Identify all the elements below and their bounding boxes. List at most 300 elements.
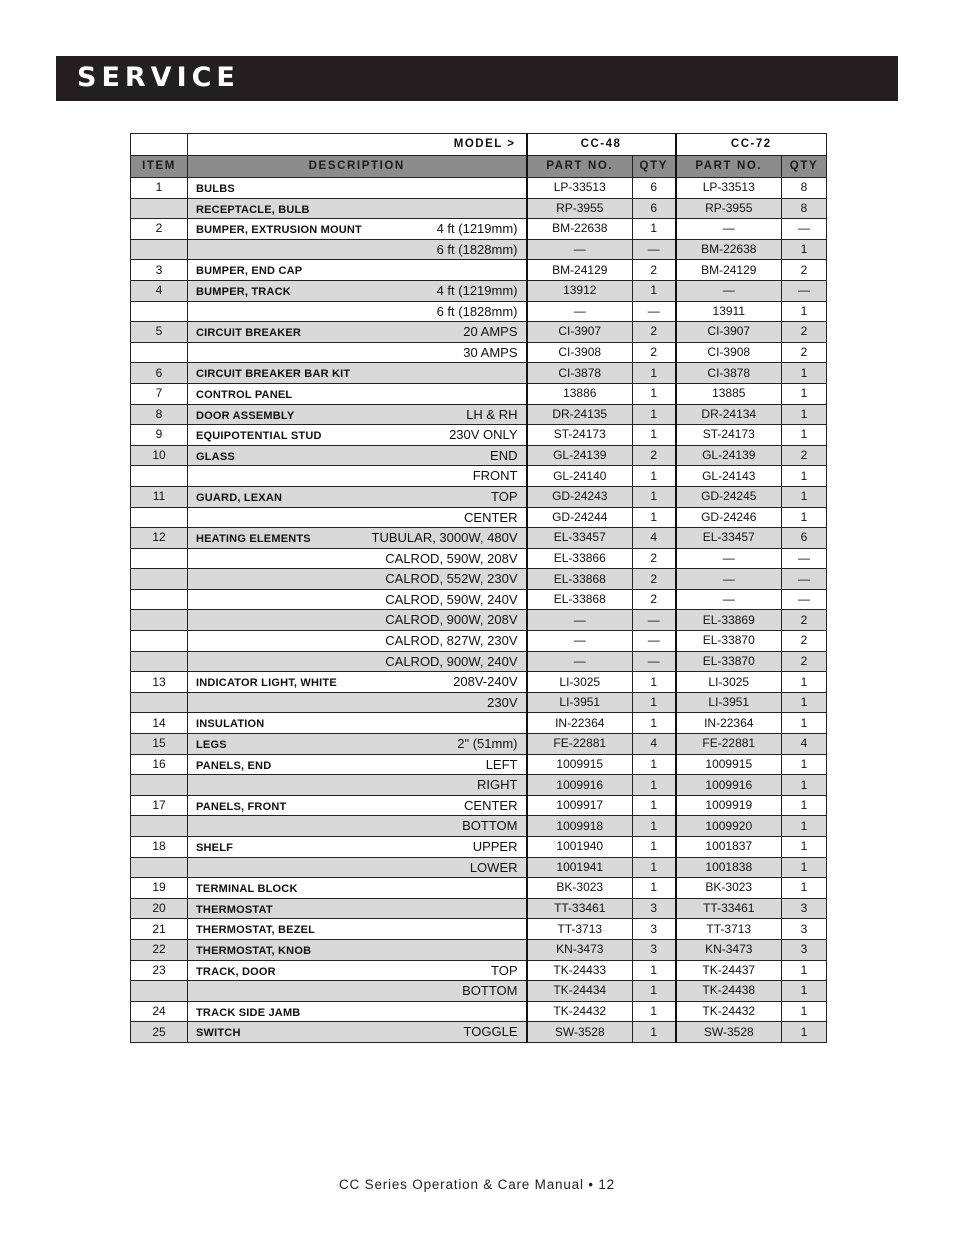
part-number-cc72: 1009915 — [676, 754, 782, 775]
header-qty-cc48: QTY — [633, 156, 676, 178]
part-number-cc48: EL-33457 — [527, 528, 633, 549]
item-number — [131, 569, 188, 590]
part-number-cc72: IN-22364 — [676, 713, 782, 734]
part-spec: CALROD, 900W, 208V — [385, 612, 518, 628]
part-name: LEGS — [196, 739, 227, 752]
qty-cc72: 1 — [782, 672, 827, 693]
item-number: 14 — [131, 713, 188, 734]
qty-cc72: — — [782, 280, 827, 301]
qty-cc48: 4 — [633, 734, 676, 755]
part-number-cc48: LP-33513 — [527, 178, 633, 199]
description-cell — [188, 528, 527, 549]
description-cell — [188, 981, 527, 1002]
qty-cc72: 1 — [782, 486, 827, 507]
table-row — [131, 589, 827, 610]
part-number-cc72: GD-24246 — [676, 507, 782, 528]
header-item: ITEM — [131, 156, 188, 178]
qty-cc48: 1 — [633, 383, 676, 404]
qty-cc48: 2 — [633, 569, 676, 590]
qty-cc72: 2 — [782, 651, 827, 672]
qty-cc48: 1 — [633, 878, 676, 899]
part-number-cc48: TK-24434 — [527, 981, 633, 1002]
description-cell — [188, 631, 527, 652]
table-row — [131, 692, 827, 713]
description-cell — [188, 734, 527, 755]
item-number: 7 — [131, 383, 188, 404]
part-number-cc48: CI-3878 — [527, 363, 633, 384]
table-row — [131, 363, 827, 384]
item-number — [131, 507, 188, 528]
part-number-cc48: LI-3025 — [527, 672, 633, 693]
part-name: CONTROL PANEL — [196, 388, 293, 401]
part-name: THERMOSTAT — [196, 903, 273, 916]
table-row — [131, 383, 827, 404]
part-number-cc48: IN-22364 — [527, 713, 633, 734]
part-spec: RIGHT — [477, 777, 518, 793]
part-name: BUMPER, END CAP — [196, 265, 303, 278]
qty-cc72: 8 — [782, 198, 827, 219]
table-row — [131, 713, 827, 734]
part-number-cc72: 1009920 — [676, 816, 782, 837]
part-name: THERMOSTAT, BEZEL — [196, 924, 316, 937]
part-number-cc48: TT-33461 — [527, 898, 633, 919]
qty-cc48: 1 — [633, 754, 676, 775]
description-cell — [188, 219, 527, 240]
part-number-cc48: SW-3528 — [527, 1022, 633, 1043]
description-cell — [188, 569, 527, 590]
item-number: 17 — [131, 795, 188, 816]
item-number: 11 — [131, 486, 188, 507]
table-row — [131, 631, 827, 652]
part-number-cc48: RP-3955 — [527, 198, 633, 219]
qty-cc48: 1 — [633, 981, 676, 1002]
table-row — [131, 672, 827, 693]
part-spec: FRONT — [472, 468, 518, 484]
item-number: 2 — [131, 219, 188, 240]
table-row — [131, 425, 827, 446]
description-cell — [188, 342, 527, 363]
part-number-cc72: EL-33870 — [676, 651, 782, 672]
part-number-cc72: — — [676, 219, 782, 240]
item-number: 5 — [131, 322, 188, 343]
item-number: 22 — [131, 939, 188, 960]
part-name: PANELS, END — [196, 759, 272, 772]
part-spec: CALROD, 590W, 208V — [385, 550, 518, 566]
qty-cc72: — — [782, 219, 827, 240]
part-spec: 230V ONLY — [449, 427, 518, 443]
item-number: 16 — [131, 754, 188, 775]
table-row — [131, 342, 827, 363]
part-name: BUMPER, TRACK — [196, 285, 291, 298]
part-spec: 230V — [487, 694, 518, 710]
qty-cc72: 3 — [782, 898, 827, 919]
qty-cc72: 1 — [782, 507, 827, 528]
description-cell — [188, 280, 527, 301]
part-number-cc72: ST-24173 — [676, 425, 782, 446]
part-number-cc72: LI-3025 — [676, 672, 782, 693]
qty-cc48: 6 — [633, 198, 676, 219]
table-row — [131, 404, 827, 425]
part-number-cc48: — — [527, 301, 633, 322]
qty-cc48: — — [633, 610, 676, 631]
table-row — [131, 981, 827, 1002]
qty-cc72: 1 — [782, 425, 827, 446]
qty-cc72: 8 — [782, 178, 827, 199]
part-number-cc72: 1001837 — [676, 837, 782, 858]
description-cell — [188, 795, 527, 816]
part-number-cc72: SW-3528 — [676, 1022, 782, 1043]
qty-cc48: 1 — [633, 775, 676, 796]
part-number-cc72: TK-24432 — [676, 1001, 782, 1022]
item-number — [131, 548, 188, 569]
part-number-cc72: EL-33869 — [676, 610, 782, 631]
part-number-cc48: — — [527, 631, 633, 652]
description-cell — [188, 692, 527, 713]
part-number-cc48: GL-24140 — [527, 466, 633, 487]
part-name: PANELS, FRONT — [196, 800, 287, 813]
table-row — [131, 754, 827, 775]
part-number-cc48: GL-24139 — [527, 445, 633, 466]
description-cell — [188, 198, 527, 219]
part-number-cc48: FE-22881 — [527, 734, 633, 755]
part-number-cc48: 1009918 — [527, 816, 633, 837]
part-number-cc72: KN-3473 — [676, 939, 782, 960]
item-number — [131, 631, 188, 652]
qty-cc48: 1 — [633, 960, 676, 981]
part-name: SWITCH — [196, 1027, 241, 1040]
description-cell — [188, 425, 527, 446]
model-spacer — [131, 134, 188, 156]
table-row — [131, 775, 827, 796]
part-number-cc48: EL-33868 — [527, 569, 633, 590]
part-number-cc48: TT-3713 — [527, 919, 633, 940]
parts-table-body — [131, 134, 827, 1043]
header-part-cc72: PART NO. — [676, 156, 782, 178]
qty-cc72: 2 — [782, 631, 827, 652]
qty-cc72: 3 — [782, 939, 827, 960]
part-number-cc48: — — [527, 610, 633, 631]
part-number-cc72: TK-24438 — [676, 981, 782, 1002]
part-number-cc72: BM-24129 — [676, 260, 782, 281]
table-row — [131, 919, 827, 940]
part-number-cc72: FE-22881 — [676, 734, 782, 755]
table-row — [131, 651, 827, 672]
qty-cc72: — — [782, 548, 827, 569]
qty-cc72: 2 — [782, 445, 827, 466]
qty-cc48: 2 — [633, 322, 676, 343]
part-spec: LH & RH — [466, 406, 518, 422]
part-number-cc48: 1001940 — [527, 837, 633, 858]
qty-cc48: 1 — [633, 672, 676, 693]
part-number-cc48: 1009916 — [527, 775, 633, 796]
qty-cc48: 1 — [633, 425, 676, 446]
part-number-cc72: GL-24143 — [676, 466, 782, 487]
table-row — [131, 301, 827, 322]
table-row — [131, 734, 827, 755]
part-spec: 20 AMPS — [463, 324, 518, 340]
description-cell — [188, 301, 527, 322]
table-row — [131, 878, 827, 899]
table-row — [131, 898, 827, 919]
item-number — [131, 589, 188, 610]
qty-cc72: 1 — [782, 239, 827, 260]
qty-cc72: 2 — [782, 610, 827, 631]
item-number: 12 — [131, 528, 188, 549]
part-number-cc72: — — [676, 569, 782, 590]
item-number: 6 — [131, 363, 188, 384]
part-name: THERMOSTAT, KNOB — [196, 944, 312, 957]
description-cell — [188, 486, 527, 507]
part-number-cc48: BM-22638 — [527, 219, 633, 240]
part-number-cc72: 1009916 — [676, 775, 782, 796]
part-number-cc48: KN-3473 — [527, 939, 633, 960]
part-number-cc48: ST-24173 — [527, 425, 633, 446]
table-row — [131, 548, 827, 569]
table-row — [131, 528, 827, 549]
qty-cc72: 1 — [782, 754, 827, 775]
part-number-cc72: — — [676, 280, 782, 301]
qty-cc72: 2 — [782, 342, 827, 363]
table-row — [131, 445, 827, 466]
part-spec: CENTER — [464, 797, 518, 813]
qty-cc72: 1 — [782, 816, 827, 837]
qty-cc72: 1 — [782, 795, 827, 816]
qty-cc72: 1 — [782, 404, 827, 425]
qty-cc72: 1 — [782, 363, 827, 384]
item-number: 20 — [131, 898, 188, 919]
item-number — [131, 775, 188, 796]
item-number: 8 — [131, 404, 188, 425]
description-cell — [188, 383, 527, 404]
qty-cc72: 3 — [782, 919, 827, 940]
part-number-cc72: 1001838 — [676, 857, 782, 878]
part-number-cc72: EL-33457 — [676, 528, 782, 549]
header-row — [131, 156, 827, 178]
description-cell — [188, 672, 527, 693]
qty-cc72: 1 — [782, 713, 827, 734]
qty-cc48: 2 — [633, 548, 676, 569]
qty-cc48: 1 — [633, 816, 676, 837]
qty-cc48: 4 — [633, 528, 676, 549]
part-number-cc72: EL-33870 — [676, 631, 782, 652]
qty-cc72: — — [782, 589, 827, 610]
item-number: 10 — [131, 445, 188, 466]
part-spec: TUBULAR, 3000W, 480V — [371, 530, 518, 546]
part-name: RECEPTACLE, BULB — [196, 203, 310, 216]
part-spec: BOTTOM — [462, 983, 518, 999]
qty-cc48: 2 — [633, 342, 676, 363]
part-number-cc48: TK-24432 — [527, 1001, 633, 1022]
part-number-cc72: DR-24134 — [676, 404, 782, 425]
part-spec: 208V-240V — [453, 674, 518, 690]
qty-cc48: 1 — [633, 404, 676, 425]
item-number — [131, 610, 188, 631]
table-row — [131, 219, 827, 240]
part-spec: 4 ft (1219mm) — [436, 282, 518, 298]
table-row — [131, 837, 827, 858]
qty-cc48: 6 — [633, 178, 676, 199]
part-number-cc48: — — [527, 651, 633, 672]
description-cell — [188, 178, 527, 199]
description-cell — [188, 507, 527, 528]
qty-cc48: — — [633, 631, 676, 652]
part-name: BUMPER, EXTRUSION MOUNT — [196, 224, 362, 237]
part-spec: CALROD, 900W, 240V — [385, 653, 518, 669]
qty-cc72: 1 — [782, 981, 827, 1002]
table-row — [131, 322, 827, 343]
part-number-cc72: RP-3955 — [676, 198, 782, 219]
part-spec: CENTER — [464, 509, 518, 525]
qty-cc72: 1 — [782, 960, 827, 981]
part-name: EQUIPOTENTIAL STUD — [196, 430, 322, 443]
table-row — [131, 239, 827, 260]
part-number-cc72: TT-3713 — [676, 919, 782, 940]
part-spec: 4 ft (1219mm) — [436, 221, 518, 237]
description-cell — [188, 589, 527, 610]
part-spec: TOP — [491, 962, 518, 978]
part-number-cc48: EL-33868 — [527, 589, 633, 610]
qty-cc72: 1 — [782, 878, 827, 899]
part-number-cc72: 13911 — [676, 301, 782, 322]
part-number-cc48: 13886 — [527, 383, 633, 404]
qty-cc72: 1 — [782, 692, 827, 713]
table-row — [131, 1001, 827, 1022]
qty-cc48: 3 — [633, 919, 676, 940]
table-row — [131, 795, 827, 816]
qty-cc48: 2 — [633, 260, 676, 281]
model-row — [131, 134, 827, 156]
part-number-cc48: 1001941 — [527, 857, 633, 878]
qty-cc72: 1 — [782, 837, 827, 858]
description-cell — [188, 754, 527, 775]
description-cell — [188, 548, 527, 569]
qty-cc72: 1 — [782, 383, 827, 404]
qty-cc48: 2 — [633, 589, 676, 610]
part-spec: LEFT — [485, 756, 518, 772]
table-row — [131, 610, 827, 631]
qty-cc72: 1 — [782, 775, 827, 796]
part-number-cc48: GD-24243 — [527, 486, 633, 507]
qty-cc72: 2 — [782, 322, 827, 343]
table-row — [131, 466, 827, 487]
qty-cc72: 2 — [782, 260, 827, 281]
part-number-cc72: TT-33461 — [676, 898, 782, 919]
model-cc48: CC-48 — [527, 134, 676, 156]
item-number — [131, 981, 188, 1002]
part-name: TRACK, DOOR — [196, 965, 276, 978]
part-name: INSULATION — [196, 718, 265, 731]
part-number-cc72: 1009919 — [676, 795, 782, 816]
qty-cc48: 1 — [633, 857, 676, 878]
qty-cc48: 1 — [633, 280, 676, 301]
table-row — [131, 486, 827, 507]
qty-cc48: — — [633, 301, 676, 322]
part-name: CIRCUIT BREAKER — [196, 327, 302, 340]
qty-cc72: 1 — [782, 1022, 827, 1043]
description-cell — [188, 857, 527, 878]
qty-cc48: 1 — [633, 363, 676, 384]
qty-cc72: 1 — [782, 1001, 827, 1022]
part-number-cc48: EL-33866 — [527, 548, 633, 569]
header-qty-cc72: QTY — [782, 156, 827, 178]
item-number: 19 — [131, 878, 188, 899]
description-cell — [188, 445, 527, 466]
table-row — [131, 198, 827, 219]
table-row — [131, 260, 827, 281]
part-name: BULBS — [196, 183, 235, 195]
part-number-cc48: 1009915 — [527, 754, 633, 775]
part-number-cc72: TK-24437 — [676, 960, 782, 981]
item-number — [131, 198, 188, 219]
qty-cc72: 1 — [782, 857, 827, 878]
description-cell — [188, 919, 527, 940]
item-number: 18 — [131, 837, 188, 858]
description-cell — [188, 816, 527, 837]
part-spec: LOWER — [469, 859, 518, 875]
part-number-cc48: CI-3907 — [527, 322, 633, 343]
part-number-cc72: 13885 — [676, 383, 782, 404]
part-spec: 6 ft (1828mm) — [436, 303, 518, 319]
item-number — [131, 816, 188, 837]
qty-cc48: — — [633, 239, 676, 260]
item-number: 4 — [131, 280, 188, 301]
description-cell — [188, 898, 527, 919]
item-number: 21 — [131, 919, 188, 940]
part-number-cc72: CI-3908 — [676, 342, 782, 363]
part-spec: BOTTOM — [462, 818, 518, 834]
item-number: 15 — [131, 734, 188, 755]
description-cell — [188, 939, 527, 960]
qty-cc48: — — [633, 651, 676, 672]
part-number-cc72: CI-3907 — [676, 322, 782, 343]
qty-cc48: 1 — [633, 466, 676, 487]
description-cell — [188, 651, 527, 672]
qty-cc48: 1 — [633, 507, 676, 528]
table-row — [131, 960, 827, 981]
description-cell — [188, 1022, 527, 1043]
table-row — [131, 1022, 827, 1043]
qty-cc48: 1 — [633, 837, 676, 858]
table-row — [131, 939, 827, 960]
part-spec: TOP — [491, 488, 518, 504]
part-number-cc72: CI-3878 — [676, 363, 782, 384]
description-cell — [188, 837, 527, 858]
table-row — [131, 178, 827, 199]
part-number-cc48: — — [527, 239, 633, 260]
part-spec: 6 ft (1828mm) — [436, 241, 518, 257]
table-row — [131, 857, 827, 878]
part-name: HEATING ELEMENTS — [196, 533, 311, 546]
description-cell — [188, 1001, 527, 1022]
part-spec: CALROD, 590W, 240V — [385, 591, 518, 607]
part-number-cc72: BM-22638 — [676, 239, 782, 260]
item-number — [131, 239, 188, 260]
qty-cc48: 1 — [633, 713, 676, 734]
description-cell — [188, 960, 527, 981]
part-name: SHELF — [196, 842, 234, 854]
item-number: 1 — [131, 178, 188, 199]
table-row — [131, 507, 827, 528]
item-number: 25 — [131, 1022, 188, 1043]
part-name: INDICATOR LIGHT, WHITE — [196, 677, 337, 690]
part-number-cc48: BM-24129 — [527, 260, 633, 281]
qty-cc48: 1 — [633, 692, 676, 713]
part-number-cc72: — — [676, 548, 782, 569]
description-cell — [188, 260, 527, 281]
item-number — [131, 301, 188, 322]
part-spec: TOGGLE — [463, 1024, 518, 1040]
part-number-cc48: TK-24433 — [527, 960, 633, 981]
